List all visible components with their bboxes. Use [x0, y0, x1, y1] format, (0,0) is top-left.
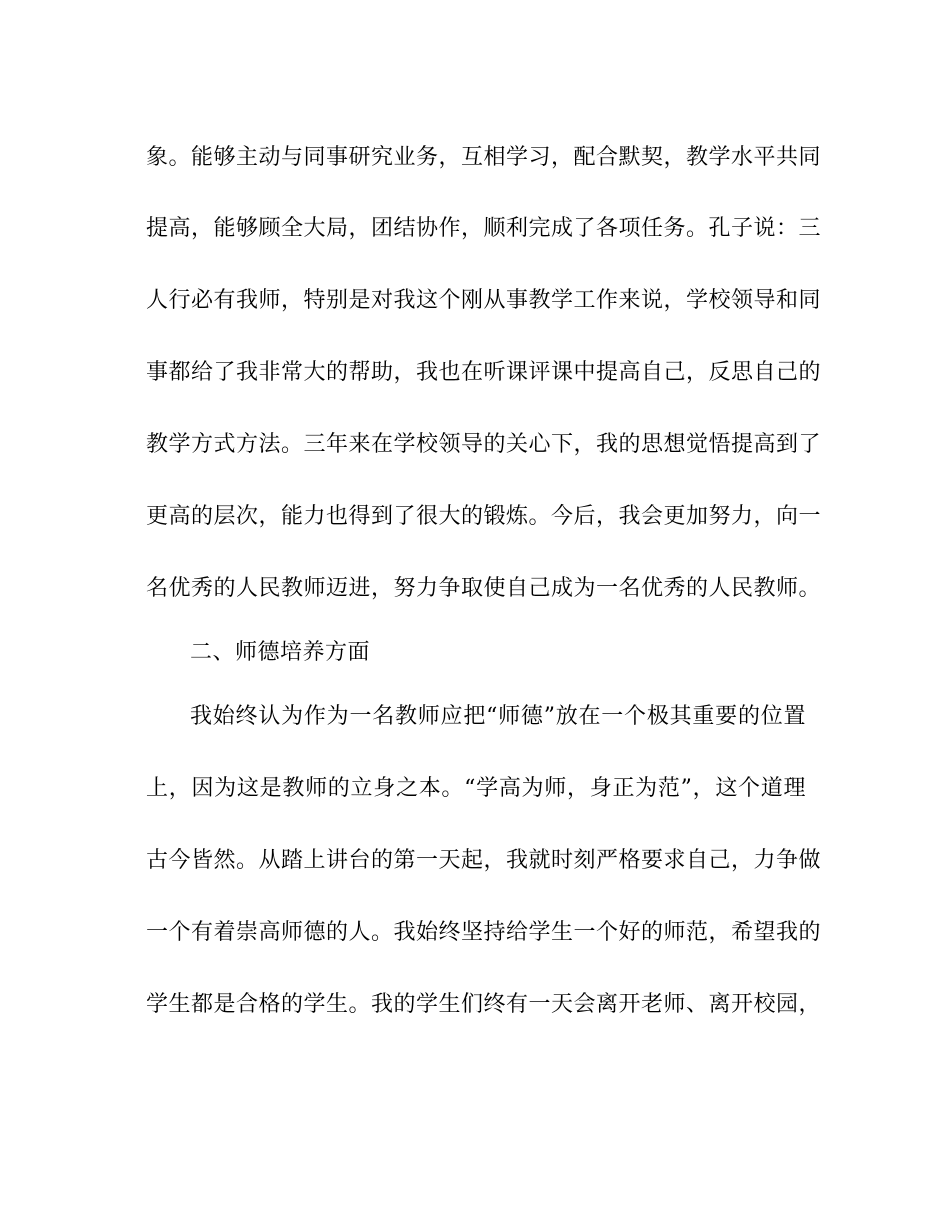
paragraph-line: 教学方式方法。三年来在学校领导的关心下，我的思想觉悟提高到了: [146, 432, 822, 457]
paragraph-line: 我始终认为作为一名教师应把“师德”放在一个极其重要的位置: [190, 704, 806, 729]
paragraph-line: 象。能够主动与同事研究业务，互相学习，配合默契，教学水平共同: [146, 145, 822, 170]
paragraph-line: 事都给了我非常大的帮助，我也在听课评课中提高自己，反思自己的: [146, 360, 822, 385]
paragraph-line: 名优秀的人民教师迈进，努力争取使自己成为一名优秀的人民教师。: [146, 576, 822, 601]
paragraph-line: 学生都是合格的学生。我的学生们终有一天会离开老师、离开校园，: [146, 992, 822, 1017]
paragraph-line: 一个有着崇高师德的人。我始终坚持给学生一个好的师范，希望我的: [146, 920, 822, 945]
paragraph-line: 提高，能够顾全大局，团结协作，顺利完成了各项任务。孔子说：三: [146, 216, 822, 241]
paragraph-line: 更高的层次，能力也得到了很大的锻炼。今后，我会更加努力，向一: [146, 504, 822, 529]
paragraph-line: 上，因为这是教师的立身之本。“学高为师，身正为范”，这个道理: [146, 776, 806, 801]
paragraph-line: 古今皆然。从踏上讲台的第一天起，我就时刻严格要求自己，力争做: [146, 848, 822, 873]
section-heading: 二、师德培养方面: [190, 640, 371, 665]
paragraph-line: 人行必有我师，特别是对我这个刚从事教学工作来说，学校领导和同: [146, 288, 822, 313]
